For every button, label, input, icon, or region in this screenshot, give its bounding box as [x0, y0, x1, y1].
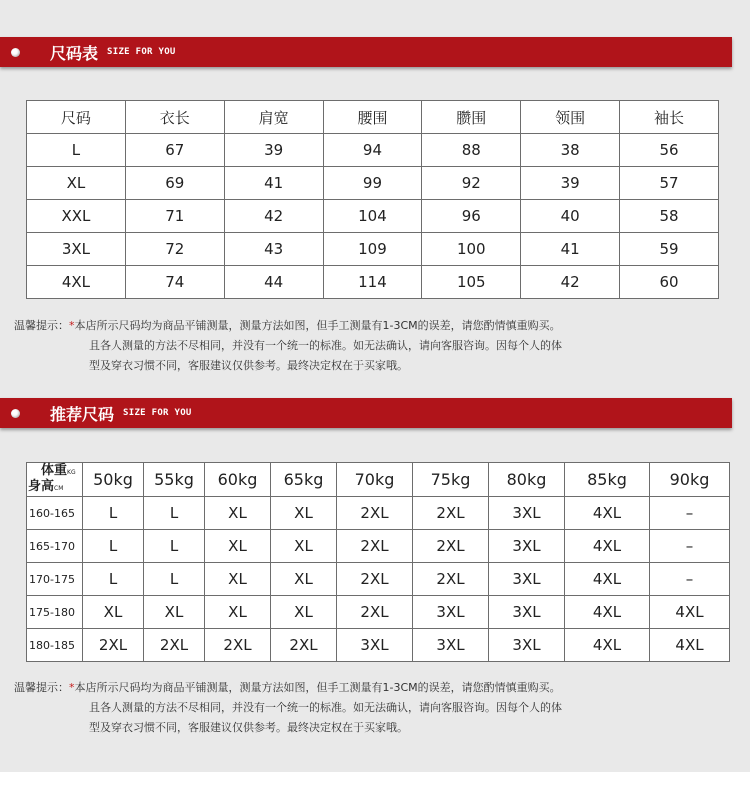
table-cell: 3XL: [27, 233, 126, 266]
table-cell: 69: [125, 167, 224, 200]
recommend-size-header-row: [27, 463, 730, 497]
table-cell: 42: [224, 200, 323, 233]
recommended-size-cell: XL: [271, 497, 337, 530]
table-cell: 72: [125, 233, 224, 266]
height-range-cell: 170-175: [27, 563, 83, 596]
recommended-size-cell: L: [144, 497, 205, 530]
height-range-cell: 180-185: [27, 629, 83, 662]
table-row: [27, 134, 719, 167]
size-chart-header-cell: 领围: [521, 101, 620, 134]
size-chart-title: 尺码表: [50, 43, 99, 63]
table-cell: 41: [224, 167, 323, 200]
weight-header-cell: 70kg: [337, 463, 413, 497]
recommended-size-cell: 2XL: [413, 497, 489, 530]
corner-weight-label: 体重: [41, 463, 68, 478]
table-row: [27, 233, 719, 266]
recommended-size-cell: 2XL: [144, 629, 205, 662]
recommended-size-cell: XL: [83, 596, 144, 629]
recommended-size-cell: L: [83, 497, 144, 530]
table-row: [27, 596, 730, 629]
recommended-size-cell: L: [144, 563, 205, 596]
bottom-strip: [0, 772, 750, 787]
note-line-2: 且各人测量的方法不尽相同，并没有一个统一的标准。如无法确认，请向客服咨询。因每个人的体: [89, 701, 562, 714]
recommended-size-cell: 4XL: [650, 629, 730, 662]
table-row: [27, 167, 719, 200]
recommended-size-cell: XL: [271, 563, 337, 596]
note-label: 温馨提示：: [14, 681, 69, 694]
table-cell: 109: [323, 233, 422, 266]
recommend-size-table: [26, 462, 730, 662]
recommended-size-cell: L: [83, 563, 144, 596]
table-cell: 88: [422, 134, 521, 167]
recommended-size-cell: 3XL: [413, 629, 489, 662]
recommended-size-cell: 2XL: [271, 629, 337, 662]
size-chart-header-cell: 腰围: [323, 101, 422, 134]
table-cell: 39: [224, 134, 323, 167]
recommended-size-cell: 2XL: [337, 596, 413, 629]
note-line-3: 型及穿衣习惯不同，客服建议仅供参考。最终决定权在于买家哦。: [89, 721, 408, 734]
size-chart-header-cell: 肩宽: [224, 101, 323, 134]
note-star: *: [69, 681, 75, 694]
table-cell: XL: [27, 167, 126, 200]
table-cell: 105: [422, 266, 521, 299]
recommended-size-cell: 3XL: [489, 530, 565, 563]
recommend-size-subtitle: SIZE FOR YOU: [123, 408, 192, 418]
recommended-size-cell: 3XL: [337, 629, 413, 662]
corner-height-label: 身高: [28, 479, 55, 494]
recommended-size-cell: L: [144, 530, 205, 563]
table-cell: L: [27, 134, 126, 167]
recommended-size-cell: 2XL: [337, 530, 413, 563]
note-star: *: [69, 319, 75, 332]
table-cell: XXL: [27, 200, 126, 233]
recommended-size-cell: L: [83, 530, 144, 563]
table-cell: 74: [125, 266, 224, 299]
recommended-size-cell: 4XL: [565, 530, 650, 563]
recommended-size-cell: –: [650, 530, 730, 563]
table-row: [27, 629, 730, 662]
height-range-cell: 165-170: [27, 530, 83, 563]
recommended-size-cell: 4XL: [565, 563, 650, 596]
table-cell: 57: [620, 167, 719, 200]
table-row: [27, 563, 730, 596]
recommended-size-cell: 3XL: [489, 629, 565, 662]
recommended-size-cell: 2XL: [337, 497, 413, 530]
table-cell: 41: [521, 233, 620, 266]
note-line-2: 且各人测量的方法不尽相同，并没有一个统一的标准。如无法确认，请向客服咨询。因每个人的体: [89, 339, 562, 352]
size-chart-header-cell: 袖长: [620, 101, 719, 134]
weight-header-cell: 60kg: [205, 463, 271, 497]
table-cell: 43: [224, 233, 323, 266]
weight-header-cell: 85kg: [565, 463, 650, 497]
recommended-size-cell: XL: [271, 596, 337, 629]
size-chart-table: [26, 100, 719, 299]
table-cell: 58: [620, 200, 719, 233]
bullet-dot-icon: [11, 48, 20, 57]
weight-header-cell: 80kg: [489, 463, 565, 497]
table-cell: 44: [224, 266, 323, 299]
table-cell: 71: [125, 200, 224, 233]
height-range-cell: 160-165: [27, 497, 83, 530]
weight-header-cell: 65kg: [271, 463, 337, 497]
recommended-size-cell: 4XL: [650, 596, 730, 629]
size-chart-header-cell: 衣长: [125, 101, 224, 134]
size-chart-header-cell: 臜围: [422, 101, 521, 134]
table-cell: 38: [521, 134, 620, 167]
recommended-size-cell: 2XL: [337, 563, 413, 596]
recommended-size-cell: 3XL: [489, 563, 565, 596]
table-cell: 40: [521, 200, 620, 233]
weight-header-cell: 75kg: [413, 463, 489, 497]
recommended-size-cell: –: [650, 497, 730, 530]
recommended-size-cell: 2XL: [83, 629, 144, 662]
table-row: [27, 200, 719, 233]
size-chart-header-row: [27, 101, 719, 134]
table-row: [27, 266, 719, 299]
weight-header-cell: 90kg: [650, 463, 730, 497]
table-cell: 99: [323, 167, 422, 200]
table-cell: 96: [422, 200, 521, 233]
size-chart-note: [14, 316, 734, 376]
corner-height-unit: CM: [54, 485, 64, 492]
bullet-dot-icon: [11, 409, 20, 418]
table-cell: 60: [620, 266, 719, 299]
table-cell: 42: [521, 266, 620, 299]
table-cell: 4XL: [27, 266, 126, 299]
size-chart-banner: [0, 37, 732, 67]
recommended-size-cell: 4XL: [565, 596, 650, 629]
weight-header-cell: 50kg: [83, 463, 144, 497]
recommended-size-cell: XL: [205, 530, 271, 563]
table-cell: 39: [521, 167, 620, 200]
table-cell: 67: [125, 134, 224, 167]
table-cell: 100: [422, 233, 521, 266]
recommended-size-cell: 4XL: [565, 629, 650, 662]
note-line-1: 本店所示尺码均为商品平铺测量，测量方法如图，但手工测量有1-3CM的误差，请您酌情慎重购买。: [74, 319, 561, 332]
recommended-size-cell: –: [650, 563, 730, 596]
recommend-size-title: 推荐尺码: [50, 404, 115, 424]
recommended-size-cell: 2XL: [413, 530, 489, 563]
table-cell: 114: [323, 266, 422, 299]
recommended-size-cell: XL: [205, 596, 271, 629]
recommended-size-cell: XL: [271, 530, 337, 563]
weight-header-cell: 55kg: [144, 463, 205, 497]
note-line-1: 本店所示尺码均为商品平铺测量，测量方法如图，但手工测量有1-3CM的误差，请您酌情慎重购买。: [74, 681, 561, 694]
note-label: 温馨提示：: [14, 319, 69, 332]
recommend-size-banner: [0, 398, 732, 428]
recommended-size-cell: XL: [205, 497, 271, 530]
table-cell: 59: [620, 233, 719, 266]
recommended-size-cell: 3XL: [489, 596, 565, 629]
table-cell: 104: [323, 200, 422, 233]
size-chart-header-cell: 尺码: [27, 101, 126, 134]
table-row: [27, 530, 730, 563]
size-chart-subtitle: SIZE FOR YOU: [107, 47, 176, 57]
recommended-size-cell: 3XL: [413, 596, 489, 629]
recommended-size-cell: XL: [205, 563, 271, 596]
recommend-size-note: [14, 678, 734, 738]
table-cell: 92: [422, 167, 521, 200]
table-row: [27, 497, 730, 530]
recommended-size-cell: 4XL: [565, 497, 650, 530]
corner-weight-unit: KG: [67, 469, 76, 476]
weight-height-corner-cell: [27, 463, 83, 497]
height-range-cell: 175-180: [27, 596, 83, 629]
table-cell: 56: [620, 134, 719, 167]
recommended-size-cell: 2XL: [205, 629, 271, 662]
recommended-size-cell: 3XL: [489, 497, 565, 530]
table-cell: 94: [323, 134, 422, 167]
note-line-3: 型及穿衣习惯不同，客服建议仅供参考。最终决定权在于买家哦。: [89, 359, 408, 372]
recommended-size-cell: 2XL: [413, 563, 489, 596]
recommended-size-cell: XL: [144, 596, 205, 629]
